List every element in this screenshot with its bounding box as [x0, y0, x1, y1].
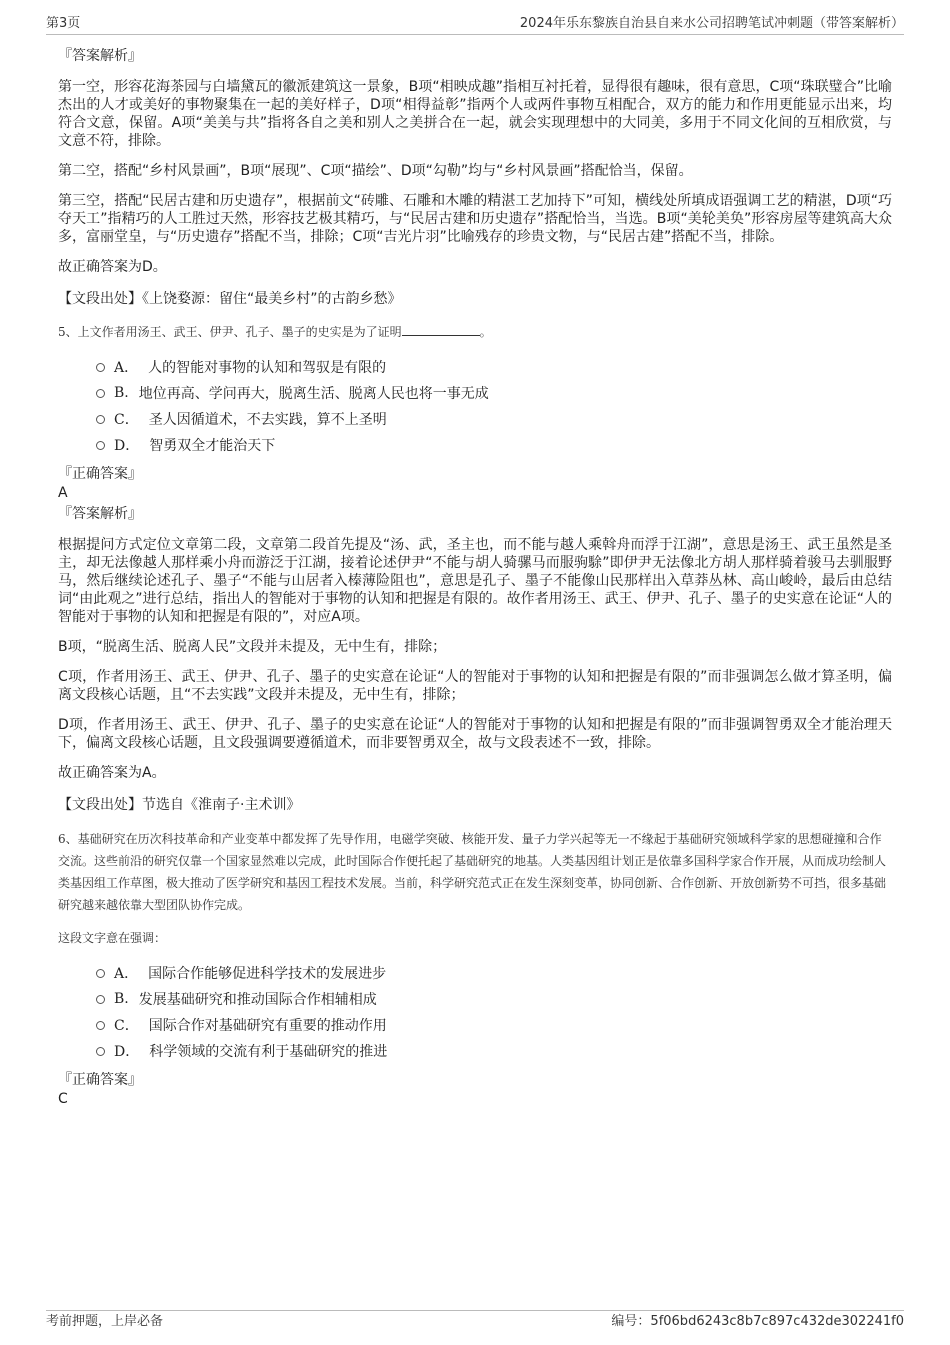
option-c[interactable]: [96, 1012, 892, 1038]
question-prompt: 这段文字意在强调：: [58, 931, 167, 945]
analysis-paragraph: C项，作者用汤王、武王、伊尹、孔子、墨子的史实意在论证“人的智能对于事物的认知和把握是有限的”而非强调怎么做才算圣明，偏离文段核心话题，且“不去实践”文段并未提及，无中生有，排除；: [58, 669, 892, 703]
option-d[interactable]: [96, 432, 892, 458]
analysis-paragraph: D项，作者用汤王、武王、伊尹、孔子、墨子的史实意在论证“人的智能对于事物的认知和把握是有限的”而非强调智勇双全才能治理天下，偏离文段核心话题，且文段强调要遵循道术，而非要智勇双全，故与文段表述不一致，排除。: [58, 717, 892, 751]
question-stem-text: 5、上文作者用汤王、武王、伊尹、孔子、墨子的史实是为了证明: [58, 325, 402, 339]
code-label: 编号：: [611, 1314, 651, 1329]
option-text: 国际合作能够促进科学技术的发展进步: [148, 966, 387, 982]
option-letter: D．: [114, 438, 140, 454]
document-code: [611, 1311, 904, 1333]
radio-icon[interactable]: [96, 995, 105, 1004]
radio-icon[interactable]: [96, 363, 105, 372]
radio-icon[interactable]: [96, 1021, 105, 1030]
analysis-paragraph: 故正确答案为D。: [58, 259, 167, 275]
radio-icon[interactable]: [96, 1047, 105, 1056]
correct-answer-heading: 『正确答案』: [58, 1072, 142, 1088]
radio-icon[interactable]: [96, 441, 105, 450]
analysis-heading: 『答案解析』: [58, 506, 142, 522]
question-stem: [58, 322, 892, 342]
analysis-heading: 『答案解析』: [58, 48, 142, 64]
footer-slogan: 考前押题，上岸必备: [46, 1314, 164, 1329]
source-note: 【文段出处】节选自《淮南子·主术训》: [58, 797, 301, 813]
option-b[interactable]: [96, 380, 892, 406]
option-letter: B.: [114, 991, 129, 1007]
source-note: 【文段出处】《上饶婺源：留住“最美乡村”的古韵乡愁》: [58, 291, 402, 307]
analysis-paragraph: 根据提问方式定位文章第二段，文章第二段首先提及“汤、武，圣主也，而不能与越人乘斡舟而浮于江湖”，意思是汤王、武王虽然是圣主，却无法像越人那样乘小舟而游泛于江湖，接着论述伊尹“不能与胡人骑骡马而服驹駼”即伊尹无法像北方胡人那样骑着骏马去驯服野马，然后继续论述孔子、墨子“不能与山居者入榛薄险阻也”，意思是孔子、墨子不能像山民那样出入草莽丛林、高山峻岭，最后由总结词“由此观之”进行总结，指出人的智能对于事物的认知和把握是有限的。故作者用汤王、武王、伊尹、孔子、墨子的史实意在论证“人的智能对于事物的认知和把握是有限的”，对应A项。: [58, 537, 892, 625]
option-a[interactable]: [96, 354, 892, 380]
option-text: 发展基础研究和推动国际合作相辅相成: [138, 992, 377, 1008]
radio-icon[interactable]: [96, 415, 105, 424]
option-letter: A．: [114, 966, 139, 982]
option-b[interactable]: [96, 986, 892, 1012]
analysis-paragraph: 第二空，搭配“乡村风景画”，B项“展现”、C项“描绘”、D项“勾勒”均与“乡村风景画”搭配恰当，保留。: [58, 163, 693, 179]
answer-blank: [402, 323, 480, 336]
analysis-paragraph: B项，“脱离生活、脱离人民”文段并未提及，无中生有，排除；: [58, 639, 447, 655]
option-d[interactable]: [96, 1038, 892, 1064]
page-number: 第3页: [46, 16, 81, 31]
option-letter: A．: [114, 360, 139, 376]
correct-answer: C: [58, 1091, 68, 1107]
radio-icon[interactable]: [96, 389, 105, 398]
code-value: 5f06bd6243c8b7c897c432de302241f0: [650, 1314, 904, 1329]
option-list: [58, 960, 892, 1064]
page-footer: [46, 1310, 904, 1333]
option-a[interactable]: [96, 960, 892, 986]
question-stem-end: 。: [479, 325, 492, 339]
page-header: [46, 14, 904, 35]
document-title: 2024年乐东黎族自治县自来水公司招聘笔试冲刺题（带答案解析）: [519, 16, 904, 31]
option-text: 圣人因循道术，不去实践，算不上圣明: [148, 412, 387, 428]
option-letter: C．: [114, 1018, 139, 1034]
analysis-paragraph: 第三空，搭配“民居古建和历史遗存”，根据前文“砖雕、石雕和木雕的精湛工艺加持下”可知，横线处所填成语强调工艺的精湛，D项“巧夺天工”指精巧的人工胜过天然，形容技艺极其精巧，与“民居古建和历史遗存”搭配恰当，当选。B项“美轮美奂”形容房屋等建筑高大众多，富丽堂皇，与“历史遗存”搭配不当，排除；C项“吉光片羽”比喻残存的珍贵文物，与“民居古建”搭配不当，排除。: [58, 193, 892, 245]
option-letter: B.: [114, 385, 129, 401]
correct-answer: A: [58, 485, 68, 501]
option-text: 地位再高、学问再大，脱离生活、脱离人民也将一事无成: [138, 386, 489, 402]
correct-answer-heading: 『正确答案』: [58, 466, 142, 482]
analysis-paragraph: 故正确答案为A。: [58, 765, 166, 781]
question-stem: 6、基础研究在历次科技革命和产业变革中都发挥了先导作用，电磁学突破、核能开发、量子力学兴起等无一不缘起于基础研究领域科学家的思想碰撞和合作交流。这些前沿的研究仅靠一个国家显然难以完成，此时国际合作便托起了基础研究的地基。人类基因组计划正是依靠多国科学家合作开展，从而成功绘制人类基因组工作草图，极大推动了医学研究和基因工程技术发展。当前，科学研究范式正在发生深刻变革，协同创新、合作创新、开放创新势不可挡，很多基础研究越来越依靠大型团队协作完成。: [58, 832, 887, 912]
radio-icon[interactable]: [96, 969, 105, 978]
option-text: 人的智能对事物的认知和驾驭是有限的: [148, 360, 387, 376]
option-text: 科学领域的交流有利于基础研究的推进: [149, 1044, 388, 1060]
option-text: 国际合作对基础研究有重要的推动作用: [148, 1018, 387, 1034]
option-c[interactable]: [96, 406, 892, 432]
option-text: 智勇双全才能治天下: [149, 438, 276, 454]
option-list: [58, 354, 892, 458]
document-body: [58, 44, 892, 1108]
analysis-paragraph: 第一空，形容花海茶园与白墙黛瓦的徽派建筑这一景象，B项“相映成趣”指相互衬托着，显得很有趣味，很有意思，C项“珠联璧合”比喻杰出的人才或美好的事物聚集在一起的美好样子，D项“相得益彰”指两个人或两件事物互相配合，双方的能力和作用更能显示出来，均符合文意，保留。A项“美美与共”指将各自之美和别人之美拼合在一起，就会实现理想中的大同美，多用于不同文化间的互相欣赏，与文意不符，排除。: [58, 79, 892, 149]
option-letter: C．: [114, 412, 139, 428]
option-letter: D．: [114, 1044, 140, 1060]
